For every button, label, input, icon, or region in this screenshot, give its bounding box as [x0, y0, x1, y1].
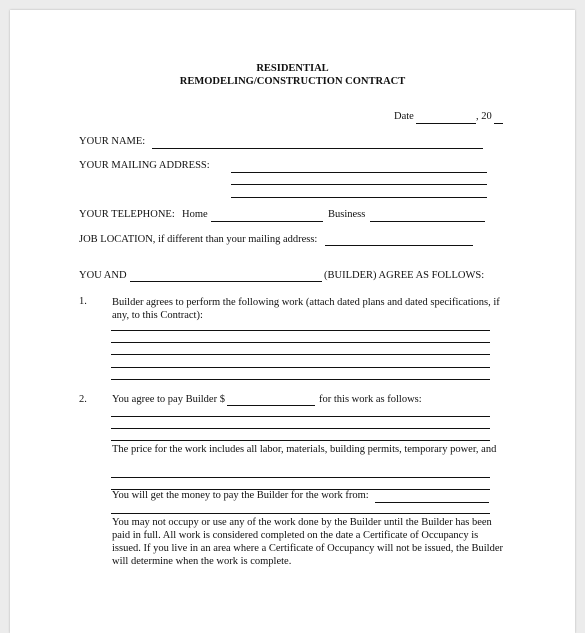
home-phone-field[interactable] [211, 221, 323, 222]
mailing-address-line-2[interactable] [231, 184, 487, 185]
builder-agree-label: (BUILDER) AGREE AS FOLLOWS: [324, 270, 485, 281]
builder-name-field[interactable] [130, 281, 322, 282]
work-description-line-5[interactable] [111, 379, 490, 380]
price-includes-text: The price for the work includes all labor, materials, building permits, temporary power, and [112, 444, 497, 455]
business-phone-field[interactable] [370, 221, 485, 222]
section2-number: 2. [79, 394, 87, 405]
work-description-line-1[interactable] [111, 330, 490, 331]
contract-title-line1: RESIDENTIAL [256, 63, 329, 74]
section1-number: 1. [79, 296, 87, 307]
pay-amount-field[interactable] [227, 405, 315, 406]
telephone-label: YOUR TELEPHONE: [79, 209, 175, 220]
your-name-label: YOUR NAME: [79, 136, 146, 147]
home-phone-label: Home [182, 209, 208, 220]
mailing-address-line-1[interactable] [231, 172, 487, 173]
work-description-line-3[interactable] [111, 354, 490, 355]
contract-title-line2: REMODELING/CONSTRUCTION CONTRACT [179, 76, 406, 87]
work-description-line-4[interactable] [111, 367, 490, 368]
date-label: Date [394, 111, 414, 122]
business-phone-label: Business [328, 209, 366, 220]
date-field[interactable] [416, 123, 476, 124]
date-year-prefix: , 20 [476, 111, 492, 122]
payment-terms-line-2[interactable] [111, 428, 490, 429]
section1-text: Builder agrees to perform the following work (attach dated plans and dated specifications, if any, to this Contract): [112, 297, 500, 321]
money-source-label: You will get the money to pay the Builder for the work from: [112, 490, 369, 501]
price-includes-line-1[interactable] [111, 477, 490, 478]
mailing-address-line-3[interactable] [231, 197, 487, 198]
you-and-label: YOU AND [79, 270, 127, 281]
section2-for-work: for this work as follows: [319, 394, 422, 405]
section2-pay-label: You agree to pay Builder $ [112, 394, 225, 405]
work-description-line-2[interactable] [111, 342, 490, 343]
job-location-label: JOB LOCATION, if different than your mailing address: [79, 234, 318, 245]
occupancy-text: You may not occupy or use any of the work done by the Builder until the Builder has been paid in full. All work is considered completed on the date a Certificate of Occupancy is issued. If you live in an area where a Certificate of Occupancy will not be issued, the Builder will determine when the work is complete. [112, 517, 503, 567]
contract-page [10, 10, 575, 633]
your-name-field[interactable] [152, 148, 483, 149]
mailing-address-label: YOUR MAILING ADDRESS: [79, 160, 210, 171]
money-source-line-2[interactable] [111, 513, 490, 514]
payment-terms-line-1[interactable] [111, 416, 490, 417]
money-source-field[interactable] [375, 502, 489, 503]
job-location-field[interactable] [325, 245, 473, 246]
date-year-field[interactable] [494, 123, 503, 124]
payment-terms-line-3[interactable] [111, 440, 490, 441]
